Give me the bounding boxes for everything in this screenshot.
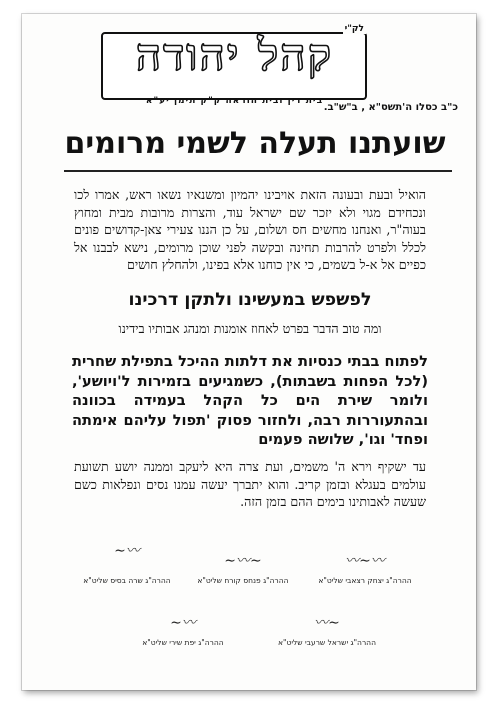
signature-name: ההרה"ג יפת שירי שליט"א xyxy=(142,638,224,647)
signature-mark: 〰∽ xyxy=(114,543,140,559)
signature-name: ההרה"ג ישראל שרעבי שליט"א xyxy=(278,638,376,647)
signature-name: ההרה"ג שרה בסיס שליט"א xyxy=(83,576,171,585)
signature-mark: 〰∽ xyxy=(170,615,196,631)
signature-name: ההרה"ג פנחס קורח שליט"א xyxy=(197,576,289,585)
signature-mark: ∽〰∽ xyxy=(224,553,262,569)
logo-prefix: לק"י xyxy=(344,24,364,34)
page-title: שועתנו תעלה לשמי מרומים xyxy=(64,126,446,161)
paragraph-instruction: לפתוח בבתי כנסיות את דלתות ההיכל בתפילת שחרית (לכל הפחות בשבתות), כשמגיעים בזמירות ל'ויושע', ולומר שירת הים כל הקהל בעמידה בכוונה ובהתעוררות רבה, ולחזור פסוק 'תפול עליהם אימתה ופחד' וגו', שלושה פעמים xyxy=(72,353,428,448)
paragraph-intro: הואיל ובעת ובעונה הזאת אויבינו יהמיון ומשנאיו נשאו ראש, אמרו לכו ונכחידם מגוי ולא יזכר שם ישראל עוד, והצרות מרובות מבית ומחוץ בעוה"ר, ואנחנו מחשים חס ושלום, על כן הננו צעירי צאן-קדושים פונים לכלל ולפרט להרבות תחינה ובקשה לפני שוכן מרומים, נישא לבבנו אל כפיים אל א-ל בשמים, כי אין כוחנו אלא בפינו, ולהחלץ חושים xyxy=(74,187,426,272)
signature-mark: ∽〰 xyxy=(314,615,340,631)
signature-4 xyxy=(262,612,392,647)
signature-2 xyxy=(178,550,308,585)
logo-subtitle: בית דין ובית הוראה ק"ק תימן יע"א xyxy=(145,96,324,106)
emphasis-line: לפשפש במעשינו ולתקן דרכינו xyxy=(128,290,372,310)
signature-5 xyxy=(118,612,248,647)
signature-3 xyxy=(62,540,192,585)
signature-1 xyxy=(300,550,430,585)
signature-name: ההרה"ג יצחק רצאבי שליט"א xyxy=(318,576,412,585)
signature-mark: 〰∽〰 xyxy=(345,553,385,569)
logo-title: קהל יהודה xyxy=(135,30,334,81)
document-date: כ"ב כסלו ה'תשס"א , ב"ש"ב. xyxy=(323,102,458,113)
title-rule xyxy=(64,170,452,172)
paragraph-custom: ומה טוב הדבר בפרט לאחוז אומנות ומנהג אבותיו בידינו xyxy=(118,321,382,336)
logo xyxy=(97,24,372,112)
paragraph-blessing: עד ישקיף וירא ה' משמים, ועת צרה היא ליעקב וממנה יושע תשועת עולמים בעגלא ובזמן קריב. והוא יתברך יעשה עמנו נסים ונפלאות כשם שעשה לאבותינו בימים ההם בזמן הזה. xyxy=(74,459,426,509)
